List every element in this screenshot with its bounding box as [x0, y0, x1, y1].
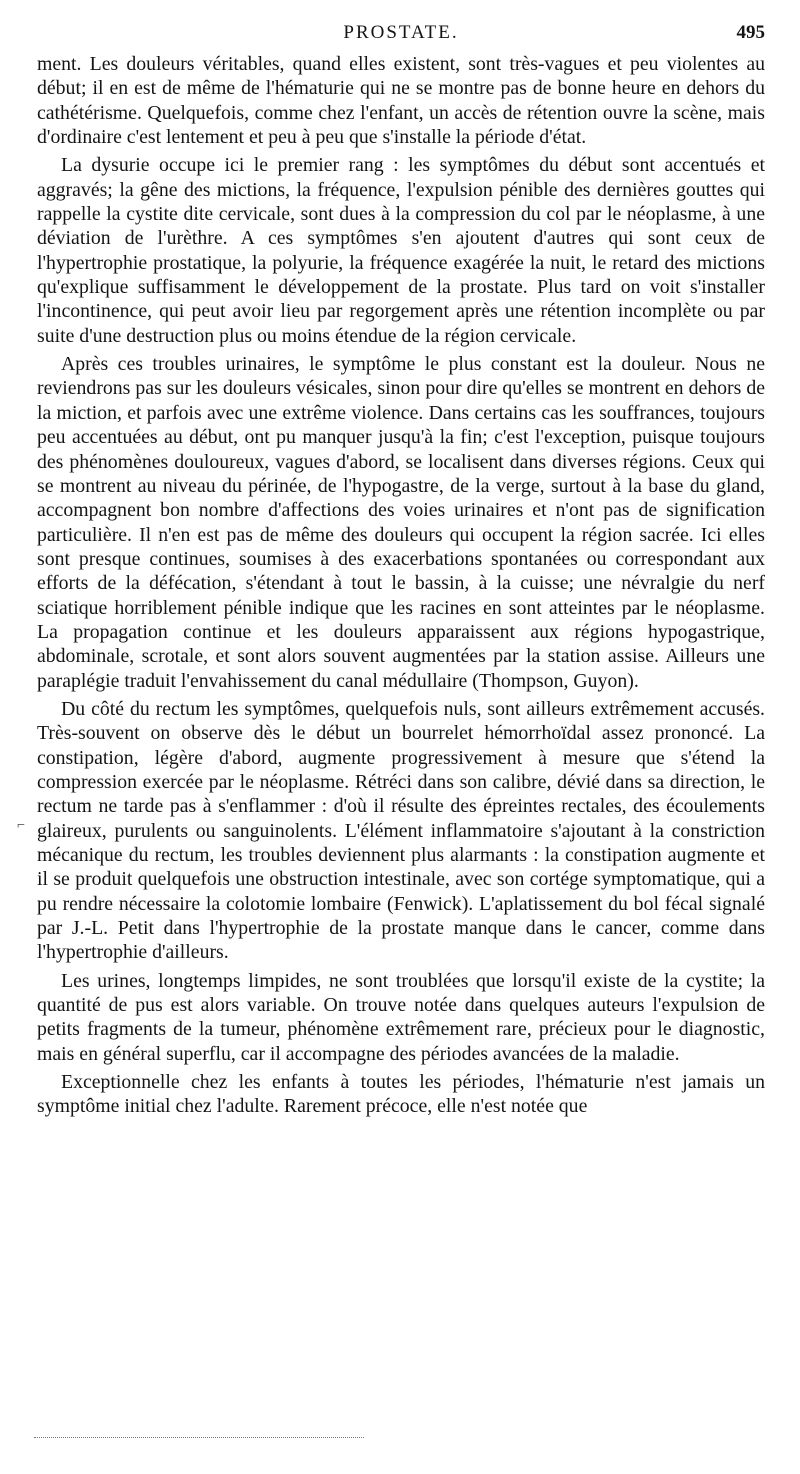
footer-rule [34, 1437, 364, 1438]
paragraph: La dysurie occupe ici le premier rang : les symptômes du début sont accentués et aggravés; la gêne des mictions, la fréquence, l'expulsion pénible des dernières gouttes qui rappelle la cystite dite cervicale, sont dues à la compression du col par le néoplasme, à une déviation de l'urèthre. A ces symptômes s'en ajoutent d'autres qui sont ceux de l'hypertrophie prostatique, la polyurie, la fréquence exagérée la nuit, le retard des mictions qu'explique suffisamment le développement de la prostate. Plus tard on voit s'installer l'incontinence, qui peut avoir lieu par regorgement après une rétention incomplète ou par suite d'une destruction plus ou moins étendue de la région cervicale. [37, 154, 765, 347]
book-page [37, 0, 765, 1123]
running-head: PROSTATE. [343, 22, 459, 43]
paragraph: Après ces troubles urinaires, le symptôme le plus constant est la douleur. Nous ne reviendrons pas sur les douleurs vésicales, sinon pour dire qu'elles se montrent en dehors de la miction, et parfois avec une extrême violence. Dans certains cas les souffrances, toujours peu accentuées au début, ont pu manquer jusqu'à la fin; c'est l'exception, puisque toujours des phénomènes douloureux, vagues d'abord, se localisent dans diverses régions. Ceux qui se montrent au niveau du périnée, de l'hypogastre, de la verge, surtout à la base du gland, accompagnent bon nombre d'affections des voies urinaires et n'ont pas de signification particulière. Il n'en est pas de même des douleurs qui occupent la région sacrée. Ici elles sont presque continues, soumises à des exacerbations spontanées ou correspondant aux efforts de la défécation, s'étendant à tout le bassin, à la cuisse; une névralgie du nerf sciatique horriblement pénible indique que les racines en sont atteintes par le néoplasme. La propagation continue et les douleurs apparaissent aux régions hypogastrique, abdominale, scrotale, et sont alors souvent augmentées par la station assise. Ailleurs une paraplégie traduit l'envahissement du canal médullaire (Thompson, Guyon). [37, 353, 765, 692]
paragraph: ment. Les douleurs véritables, quand elles existent, sont très-vagues et peu violentes au début; il en est de même de l'hématurie qui ne se montre pas de bonne heure en dehors du cathétérisme. Quelquefois, comme chez l'enfant, un accès de rétention ouvre la scène, mais d'ordinaire c'est lentement et peu à peu que s'installe la période d'état. [37, 53, 765, 149]
page-number: 495 [736, 22, 765, 43]
margin-mark: ⌐ [17, 818, 25, 833]
paragraph: Les urines, longtemps limpides, ne sont troublées que lorsqu'il existe de la cystite; la quantité de pus est alors variable. On trouve notée dans quelques auteurs l'expulsion de petits fragments de la tumeur, phénomène extrêmement rare, précieux pour le diagnostic, mais en général superflu, car il accompagne des périodes avancées de la maladie. [37, 969, 765, 1065]
page-header [37, 0, 765, 52]
paragraph: Du côté du rectum les symptômes, quelquefois nuls, sont ailleurs extrêmement accusés. Très-souvent on observe dès le début un bourrelet hémorrhoïdal assez prononcé. La constipation, légère d'abord, augmente progressivement à mesure que s'étend la compression exercée par le néoplasme. Rétréci dans son calibre, dévié dans sa direction, le rectum ne tarde pas à s'enflammer : d'où il résulte des épreintes rectales, des écoulements glaireux, purulents ou sanguinolents. L'élément inflammatoire s'ajoutant à la constriction mécanique du rectum, les troubles deviennent plus alarmants : la constipation augmente et il se produit quelquefois une obstruction intestinale, avec son cortége symptomatique, qui a pu rendre nécessaire la colotomie lombaire (Fenwick). L'aplatissement du bol fécal signalé par J.-L. Petit dans l'hypertrophie de la prostate manque dans le cancer, comme dans l'hypertrophie d'ailleurs. [37, 697, 765, 964]
paragraph: Exceptionnelle chez les enfants à toutes les périodes, l'hématurie n'est jamais un symptôme initial chez l'adulte. Rarement précoce, elle n'est notée que [37, 1071, 765, 1118]
body-text [37, 52, 765, 1119]
